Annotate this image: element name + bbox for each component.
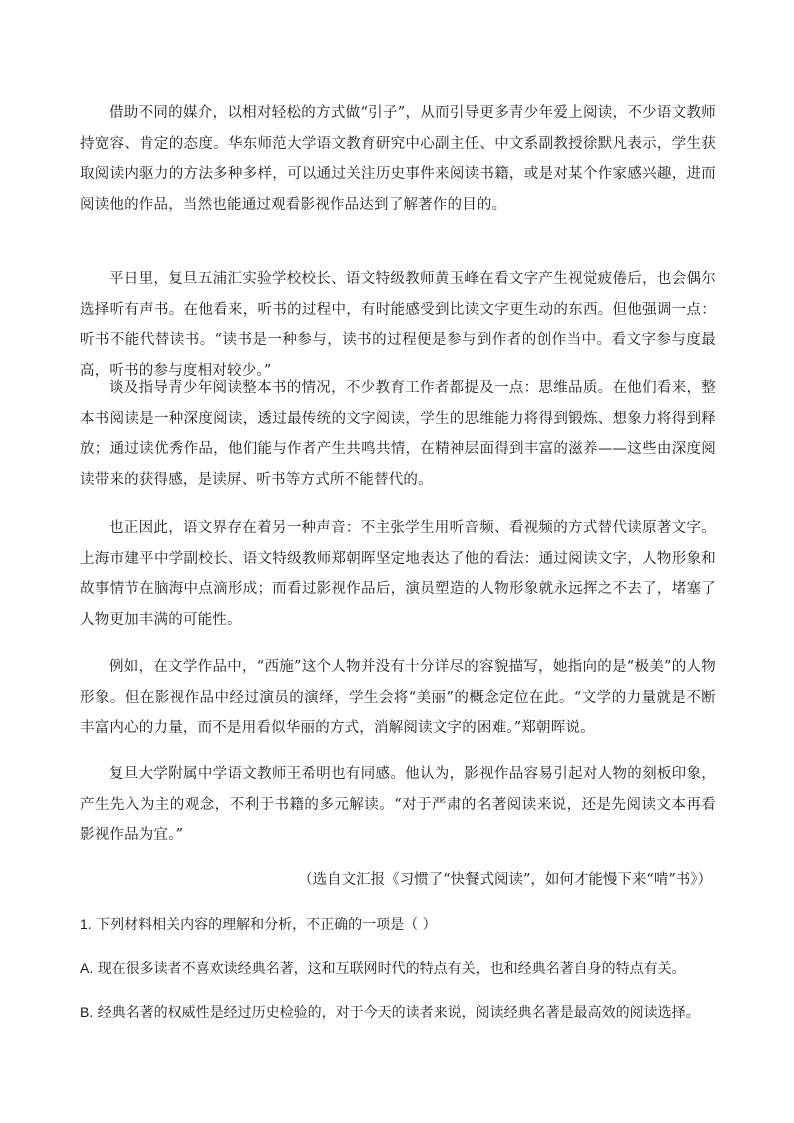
passage-paragraph-2: 平日里，复旦五浦汇实验学校校长、语文特级教师黄玉峰在看文字产生视觉疲倦后，也会偶尔选择听有声书。在他看来，听书的过程中，有时能感受到比读文字更生动的东西。但他强调一点：听书不能代替读书。“读书是一种参与，读书的过程便是参与到作者的创作当中。看文字参与度最高，听书的参与度相对较少。” [80, 271, 716, 379]
passage-paragraph-4: 也正因此，语文界存在着另一种声音：不主张学生用听音频、看视频的方式替代读原著文字。上海市建平中学副校长、语文特级教师郑朝晖坚定地表达了他的看法：通过阅读文字，人物形象和故事情节在脑海中点滴形成；而看过影视作品后，演员塑造的人物形象就永远挥之不去了，堵塞了人物更加丰满的可能性。 [80, 520, 716, 628]
passage-paragraph-6: 复旦大学附属中学语文教师王希明也有同感。他认为，影视作品容易引起对人物的刻板印象，产生先入为主的观念，不利于书籍的多元解读。“对于严肃的名著阅读来说，还是先阅读文本再看影视作品为宜。” [80, 766, 716, 843]
question-stem [80, 910, 720, 939]
option-b-label: B. [80, 1004, 94, 1020]
passage-paragraph-5: 例如，在文学作品中，“西施”这个人物并没有十分详尽的容貌描写，她指向的是“极美”的人物形象。但在影视作品中经过演员的演绎，学生会将“美丽”的概念定位在此。“文学的力量就是不断丰富内心的力量，而不是用看似华丽的方式，消解阅读文字的困难。”郑朝晖说。 [80, 659, 716, 736]
option-a [80, 954, 720, 983]
option-a-text: 现在很多读者不喜欢读经典名著，这和互联网时代的特点有关，也和经典名著自身的特点有关。 [97, 961, 686, 977]
option-a-label: A. [80, 960, 94, 976]
question-number: 1. [80, 916, 92, 932]
passage-source: （选自文汇报《习惯了“快餐式阅读”，如何才能慢下来“啃”书》） [298, 872, 712, 888]
option-b [80, 998, 720, 1027]
question-text: 下列材料相关内容的理解和分析，不正确的一项是（ ） [96, 917, 437, 933]
option-b-text: 经典名著的权威性是经过历史检验的，对于今天的读者来说，阅读经典名著是最高效的阅读选择。 [97, 1005, 700, 1021]
passage-paragraph-1: 借助不同的媒介，以相对轻松的方式做“引子”，从而引导更多青少年爱上阅读，不少语文教师持宽容、肯定的态度。华东师范大学语文教育研究中心副主任、中文系副教授徐默凡表示，学生获取阅读内驱力的方法多种多样，可以通过关注历史事件来阅读书籍，或是对某个作家感兴趣，进而阅读他的作品，当然也能通过观看影视作品达到了解著作的目的。 [80, 105, 716, 213]
passage-paragraph-3: 谈及指导青少年阅读整本书的情况，不少教育工作者都提及一点：思维品质。在他们看来，整本书阅读是一种深度阅读，透过最传统的文字阅读，学生的思维能力将得到锻炼、想象力将得到释放；通过读优秀作品，他们能与作者产生共鸣共情，在精神层面得到丰富的滋养——这些由深度阅读带来的获得感，是读屏、听书等方式所不能替代的。 [80, 380, 716, 488]
